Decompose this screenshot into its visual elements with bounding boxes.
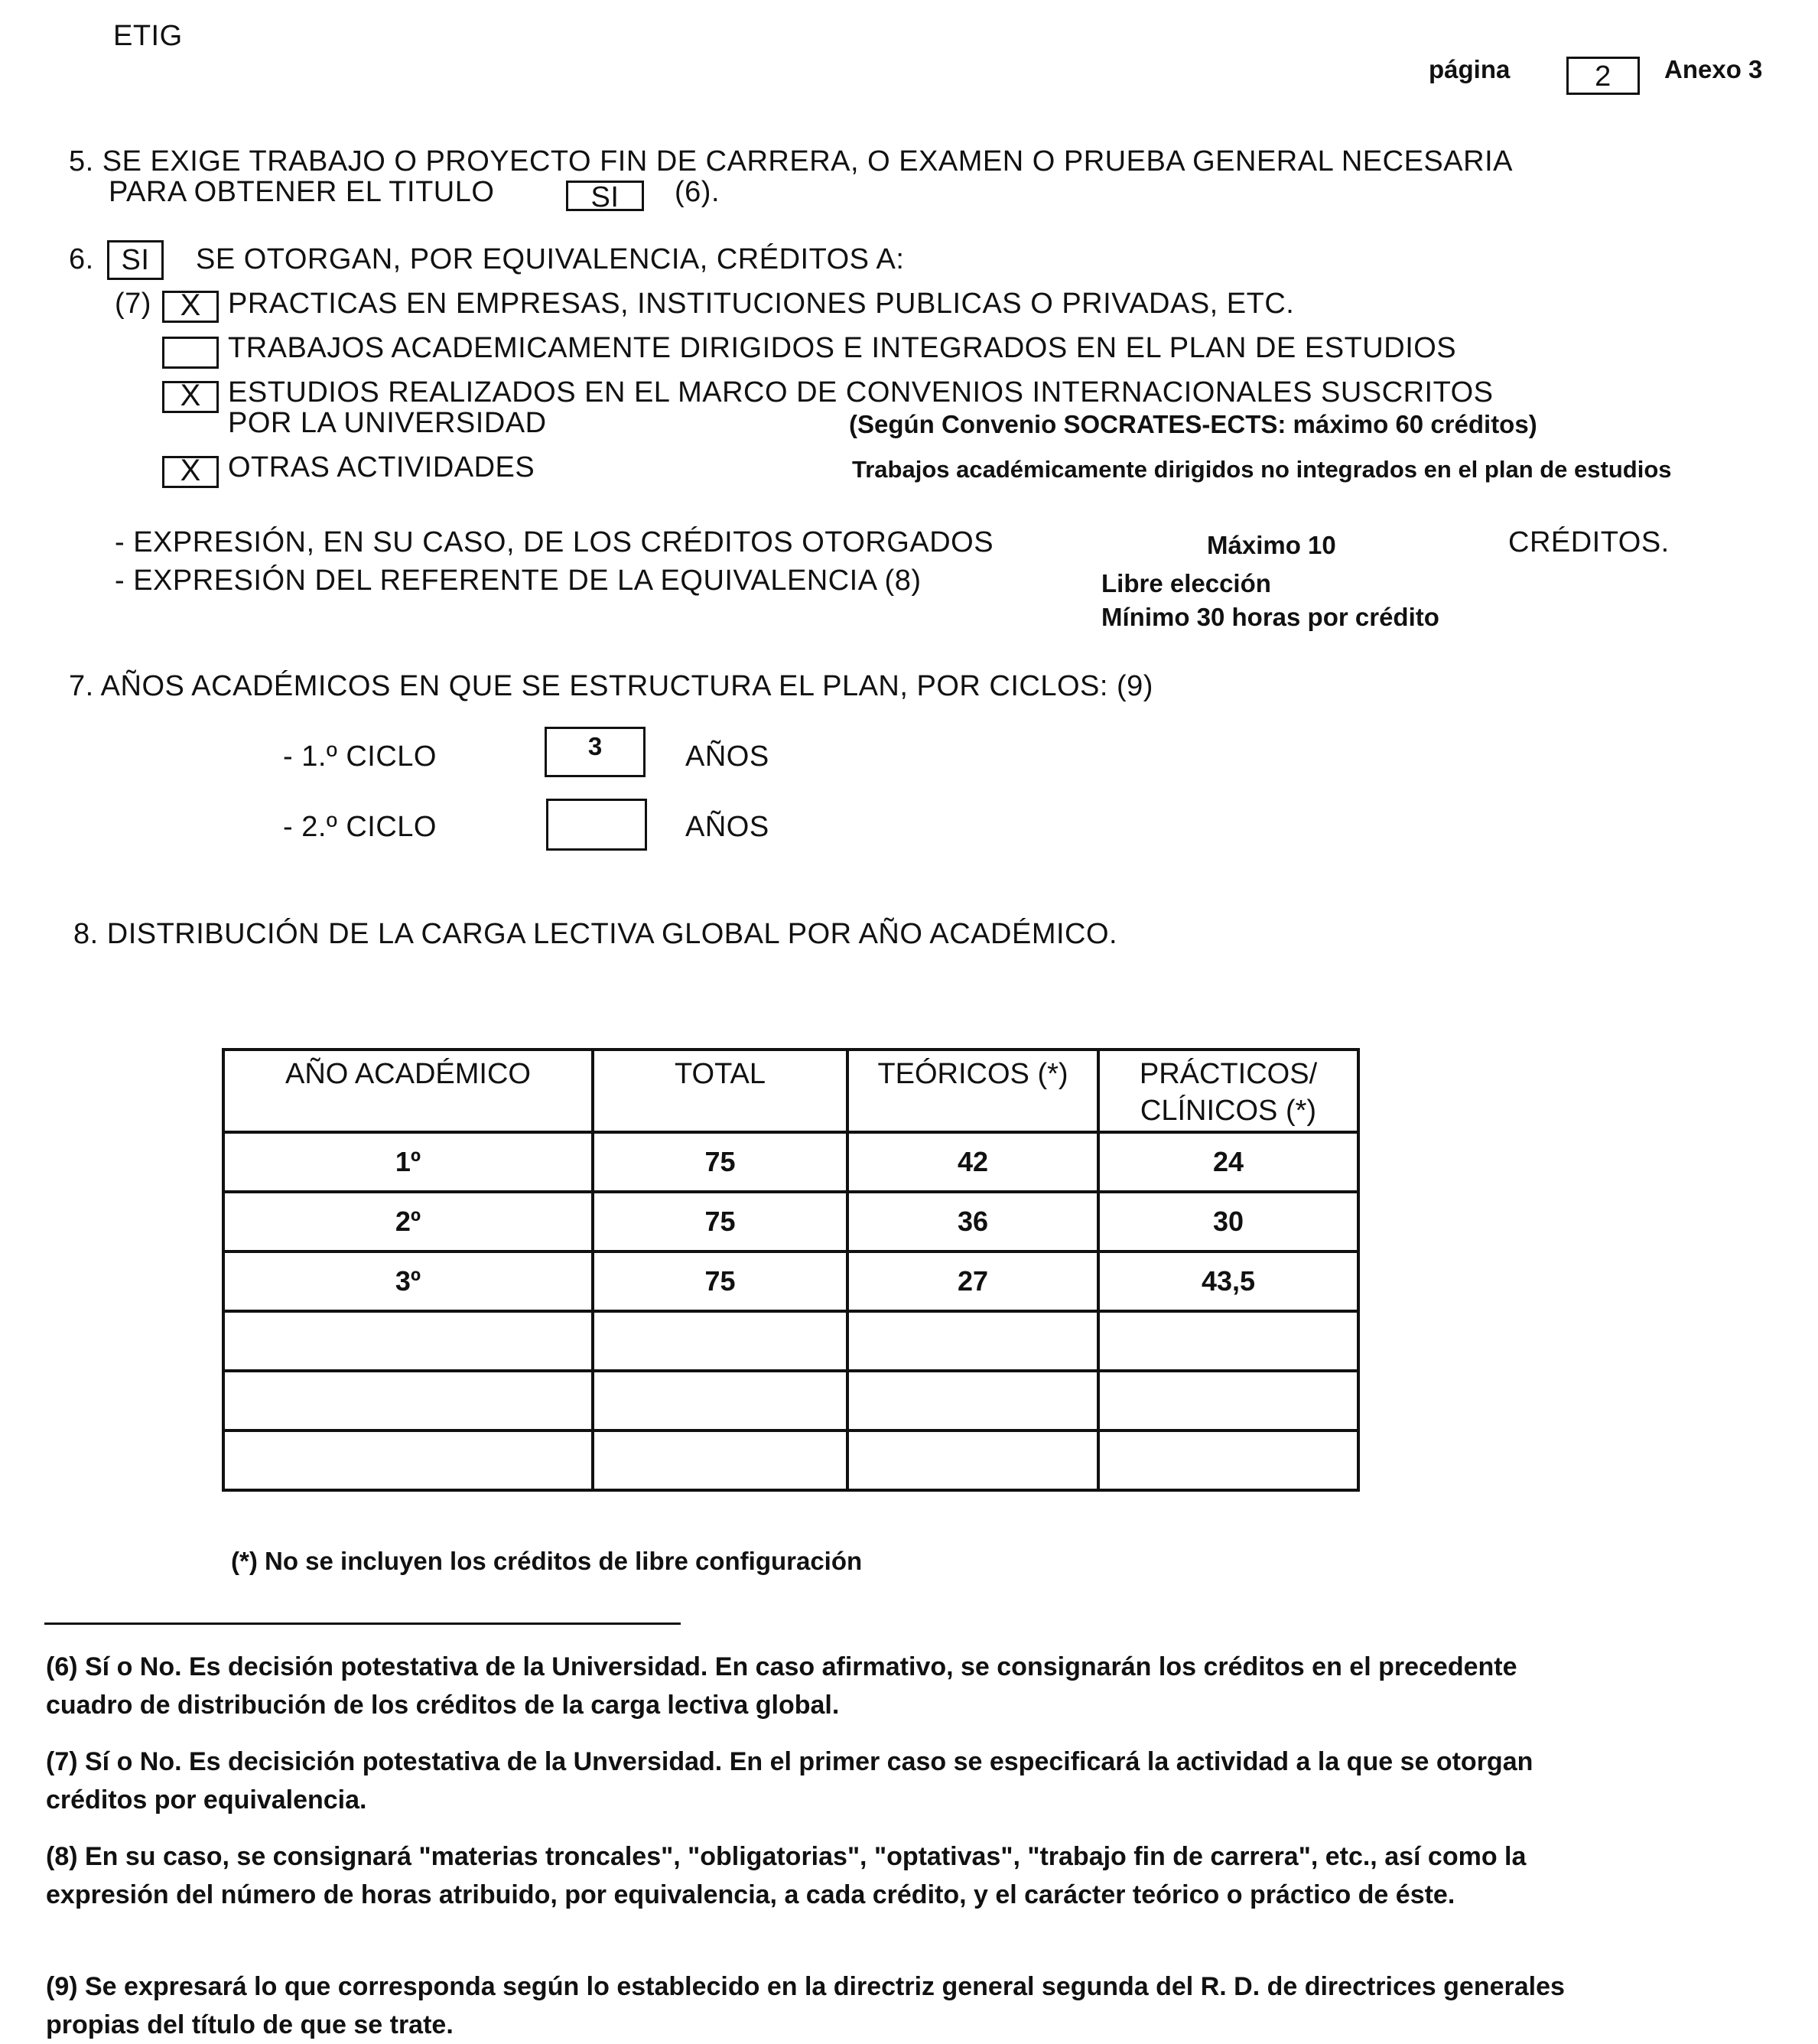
section7-title: 7. AÑOS ACADÉMICOS EN QUE SE ESTRUCTURA EL PLAN, POR CICLOS: (9) bbox=[69, 670, 1153, 702]
option-trabajos-checkbox[interactable] bbox=[162, 337, 219, 369]
cell-total: 75 bbox=[593, 1251, 847, 1311]
cycle2-years-box[interactable] bbox=[546, 799, 647, 851]
cell-practical: 24 bbox=[1098, 1132, 1358, 1192]
section5-line1: 5. SE EXIGE TRABAJO O PROYECTO FIN DE CARRERA, O EXAMEN O PRUEBA GENERAL NECESARIA bbox=[69, 145, 1513, 177]
expr1-label: - EXPRESIÓN, EN SU CASO, DE LOS CRÉDITOS OTORGADOS bbox=[115, 526, 994, 558]
option-otras-note: Trabajos académicamente dirigidos no integrados en el plan de estudios bbox=[852, 456, 1672, 483]
section5-answer-box[interactable] bbox=[566, 181, 644, 211]
expr1-value: Máximo 10 bbox=[1207, 531, 1336, 559]
table-header-row bbox=[223, 1050, 1358, 1132]
cell-theoretical bbox=[847, 1371, 1098, 1430]
cell-practical bbox=[1098, 1311, 1358, 1371]
table-row bbox=[223, 1132, 1358, 1192]
table-row bbox=[223, 1430, 1358, 1490]
expr2-value2: Mínimo 30 horas por crédito bbox=[1101, 603, 1439, 631]
check-mark-icon: X bbox=[180, 288, 201, 322]
footnote-8: (8) En su caso, se consignará "materias troncales", "obligatorias", "optativas", "trabajo fin de carrera", etc., así como la expresión del número de horas atribuido, por equivalencia, a cada crédito, y el carácter teórico o práctico de éste. bbox=[46, 1842, 1527, 1909]
option-estudios-label: ESTUDIOS REALIZADOS EN EL MARCO DE CONVENIOS INTERNACIONALES SUSCRITOS bbox=[228, 376, 1494, 408]
expr2-value1: Libre elección bbox=[1101, 569, 1271, 597]
cell-practical bbox=[1098, 1430, 1358, 1490]
cell-practical bbox=[1098, 1371, 1358, 1430]
table-note: (*) No se incluyen los créditos de libre configuración bbox=[231, 1547, 863, 1575]
option-estudios-label2: POR LA UNIVERSIDAD bbox=[228, 407, 547, 439]
cell-year bbox=[223, 1430, 593, 1490]
cycle1-label: - 1.º CICLO bbox=[283, 740, 437, 773]
table-row bbox=[223, 1192, 1358, 1251]
section5-ref: (6). bbox=[675, 176, 720, 208]
load-distribution-table bbox=[222, 1048, 1360, 1492]
cell-year: 3º bbox=[223, 1251, 593, 1311]
expr2-label: - EXPRESIÓN DEL REFERENTE DE LA EQUIVALENCIA (8) bbox=[115, 565, 922, 597]
cell-theoretical: 36 bbox=[847, 1192, 1098, 1251]
cell-theoretical: 42 bbox=[847, 1132, 1098, 1192]
section6-answer-box[interactable] bbox=[107, 240, 164, 280]
cell-practical: 30 bbox=[1098, 1192, 1358, 1251]
cell-practical: 43,5 bbox=[1098, 1251, 1358, 1311]
annex-label: Anexo 3 bbox=[1664, 55, 1763, 83]
table-row bbox=[223, 1251, 1358, 1311]
cycle2-label: - 2.º CICLO bbox=[283, 811, 437, 843]
footnote-7: (7) Sí o No. Es decisición potestativa de la Unversidad. En el primer caso se especificará la actividad a la que se otorgan créditos por equivalencia. bbox=[46, 1747, 1533, 1815]
cell-total: 75 bbox=[593, 1192, 847, 1251]
cell-year: 2º bbox=[223, 1192, 593, 1251]
check-mark-icon: X bbox=[180, 454, 201, 487]
cell-year: 1º bbox=[223, 1132, 593, 1192]
header-practical: PRÁCTICOS/ CLÍNICOS (*) bbox=[1098, 1050, 1358, 1132]
section6-number: 6. bbox=[69, 243, 94, 275]
section6-ref: (7) bbox=[115, 288, 151, 320]
option-estudios-note: (Según Convenio SOCRATES-ECTS: máximo 60 créditos) bbox=[849, 410, 1537, 438]
option-practicas-label: PRACTICAS EN EMPRESAS, INSTITUCIONES PUBLICAS O PRIVADAS, ETC. bbox=[228, 288, 1295, 320]
cycle1-years-box[interactable] bbox=[545, 727, 646, 777]
cycle1-unit: AÑOS bbox=[685, 740, 769, 773]
section5-line2: PARA OBTENER EL TITULO bbox=[109, 176, 495, 208]
header-theoretical: TEÓRICOS (*) bbox=[847, 1050, 1098, 1132]
cell-year bbox=[223, 1311, 593, 1371]
footnote-divider bbox=[44, 1623, 681, 1625]
section6-answer: SI bbox=[121, 244, 150, 276]
table-row bbox=[223, 1371, 1358, 1430]
cell-theoretical bbox=[847, 1430, 1098, 1490]
option-trabajos-label: TRABAJOS ACADEMICAMENTE DIRIGIDOS E INTEGRADOS EN EL PLAN DE ESTUDIOS bbox=[228, 332, 1457, 364]
option-otras-checkbox[interactable] bbox=[162, 456, 219, 488]
section5-answer: SI bbox=[590, 181, 620, 213]
section8-title: 8. DISTRIBUCIÓN DE LA CARGA LECTIVA GLOBAL POR AÑO ACADÉMICO. bbox=[73, 918, 1118, 950]
cell-total bbox=[593, 1311, 847, 1371]
table-row bbox=[223, 1311, 1358, 1371]
cell-total bbox=[593, 1430, 847, 1490]
cell-year bbox=[223, 1371, 593, 1430]
page-number: 2 bbox=[1595, 60, 1611, 93]
option-otras-label: OTRAS ACTIVIDADES bbox=[228, 451, 535, 483]
page-number-box bbox=[1566, 57, 1640, 95]
option-estudios-checkbox[interactable] bbox=[162, 381, 219, 413]
header-year: AÑO ACADÉMICO bbox=[223, 1050, 593, 1132]
footnote-9: (9) Se expresará lo que corresponda según lo establecido en la directriz general segunda del R. D. de directrices generales propias del título de que se trate. bbox=[46, 1972, 1565, 2039]
section6-title: SE OTORGAN, POR EQUIVALENCIA, CRÉDITOS A: bbox=[196, 243, 905, 275]
cycle1-years: 3 bbox=[587, 732, 603, 760]
footnote-6: (6) Sí o No. Es decisión potestativa de la Universidad. En caso afirmativo, se consignarán los créditos en el precedente cuadro de distribución de los créditos de la carga lectiva global. bbox=[46, 1652, 1517, 1720]
document-code: ETIG bbox=[113, 20, 183, 52]
page-label: página bbox=[1429, 55, 1511, 83]
option-practicas-checkbox[interactable] bbox=[162, 288, 219, 323]
expr1-unit: CRÉDITOS. bbox=[1508, 526, 1670, 558]
cell-total bbox=[593, 1371, 847, 1430]
cycle2-unit: AÑOS bbox=[685, 811, 769, 843]
cell-total: 75 bbox=[593, 1132, 847, 1192]
header-total: TOTAL bbox=[593, 1050, 847, 1132]
check-mark-icon: X bbox=[180, 379, 201, 412]
cell-theoretical: 27 bbox=[847, 1251, 1098, 1311]
cell-theoretical bbox=[847, 1311, 1098, 1371]
